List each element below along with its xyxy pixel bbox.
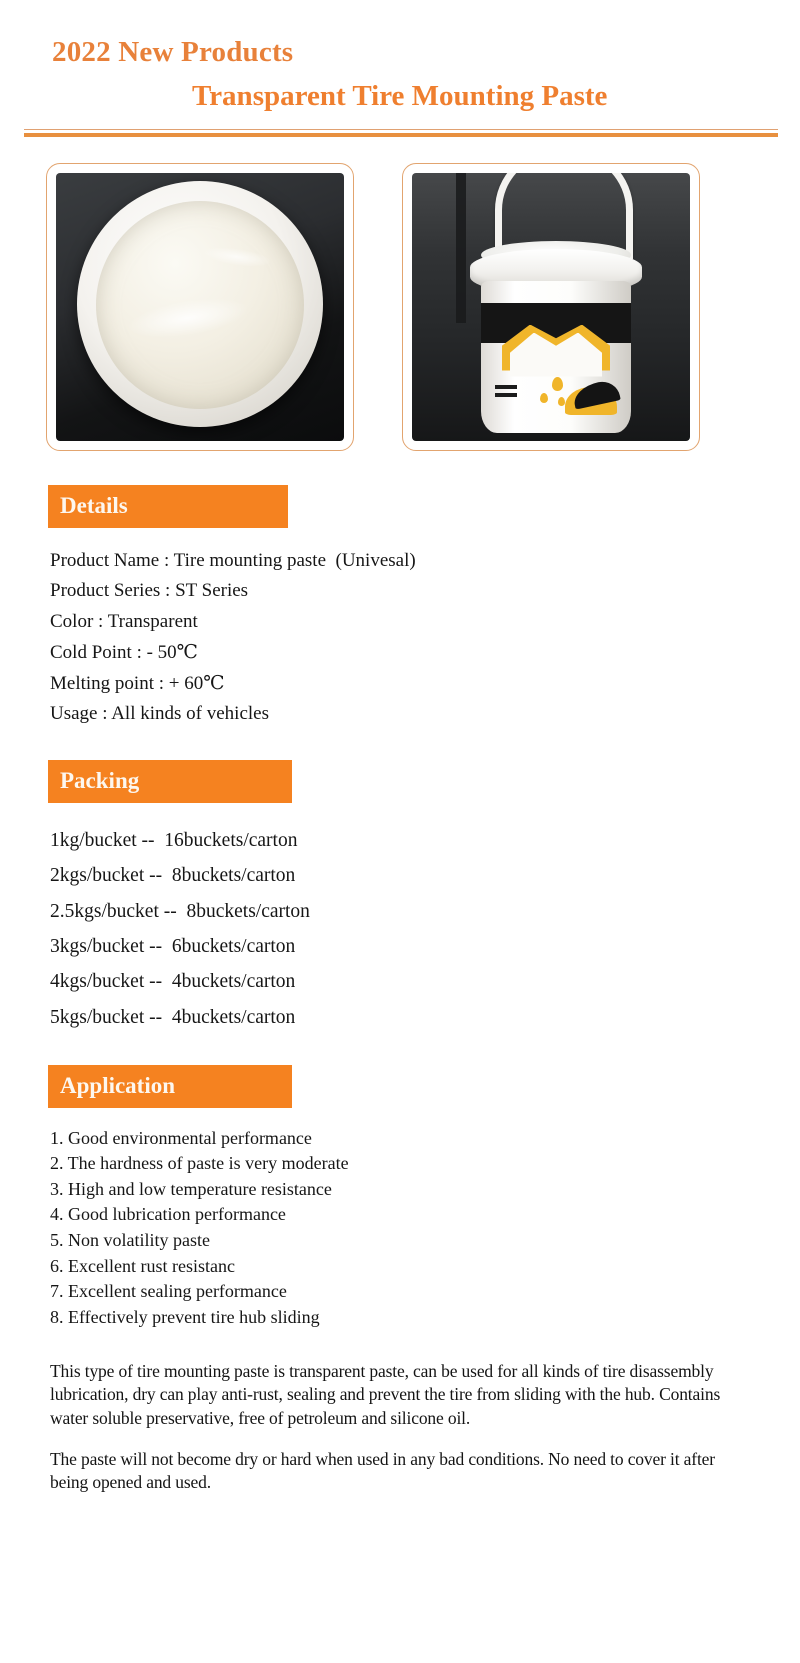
header-divider <box>0 129 800 137</box>
section-heading-packing: Packing <box>48 760 292 803</box>
details-item-product-name: Product Name : Tire mounting paste (Univesal) <box>50 549 416 571</box>
application-item-3: 3. High and low temperature resistance <box>50 1178 332 1199</box>
label-droplet-3 <box>558 397 565 406</box>
product-photo-open-bucket <box>56 173 344 441</box>
packing-item-25kgs: 2.5kgs/bucket -- 8buckets/carton <box>50 900 310 922</box>
section-heading-application: Application <box>48 1065 292 1108</box>
packing-item-4kgs: 4kgs/bucket -- 4buckets/carton <box>50 971 296 993</box>
label-droplet-1 <box>552 377 563 391</box>
application-item-4: 4. Good lubrication performance <box>50 1204 286 1225</box>
application-item-5: 5. Non volatility paste <box>50 1229 210 1250</box>
packing-item-1kg: 1kg/bucket -- 16buckets/carton <box>50 830 298 852</box>
details-item-usage: Usage : All kinds of vehicles <box>50 703 269 725</box>
application-item-8: 8. Effectively prevent tire hub sliding <box>50 1306 320 1327</box>
packing-list <box>0 823 800 1035</box>
page-header <box>0 0 800 137</box>
divider-thin-line <box>24 129 778 130</box>
label-barcode-marks <box>495 385 517 389</box>
product-image-gallery <box>0 137 800 451</box>
product-photo-frame-open-bucket[interactable] <box>46 163 354 451</box>
details-list <box>0 546 800 731</box>
section-heading-details: Details <box>48 485 288 528</box>
details-item-color: Color : Transparent <box>50 611 198 633</box>
application-item-2: 2. The hardness of paste is very moderate <box>50 1153 349 1174</box>
page-title-primary: 2022 New Products <box>52 36 294 68</box>
page-title-secondary: Transparent Tire Mounting Paste <box>192 80 608 113</box>
product-photo-frame-closed-bucket[interactable] <box>402 163 700 451</box>
details-item-cold-point: Cold Point : - 50℃ <box>50 641 198 663</box>
packing-item-3kgs: 3kgs/bucket -- 6buckets/carton <box>50 935 296 957</box>
packing-item-5kgs: 5kgs/bucket -- 4buckets/carton <box>50 1006 296 1028</box>
description-paragraph-1: This type of tire mounting paste is transparent paste, can be used for all kinds of tire disassembly lubrication, dry can play anti-rust, sealing and prevent the tire from sliding with the hub. Contains water soluble preservative, free of petroleum and silicone oil. <box>50 1361 721 1428</box>
details-item-melting-point: Melting point : + 60℃ <box>50 672 225 694</box>
application-item-1: 1. Good environmental performance <box>50 1127 312 1148</box>
product-description <box>0 1360 800 1494</box>
application-item-7: 7. Excellent sealing performance <box>50 1281 287 1302</box>
bucket-body-shape <box>481 281 631 433</box>
description-paragraph-2: The paste will not become dry or hard when used in any bad conditions. No need to cover it after being opened and used. <box>50 1448 715 1493</box>
label-droplet-2 <box>540 393 548 403</box>
label-black-band <box>481 303 631 343</box>
product-photo-closed-bucket <box>412 173 690 441</box>
background-pole-shape <box>456 173 466 323</box>
application-list <box>0 1126 800 1330</box>
packing-item-2kgs: 2kgs/bucket -- 8buckets/carton <box>50 865 296 887</box>
application-item-6: 6. Excellent rust resistanc <box>50 1255 235 1276</box>
details-item-product-series: Product Series : ST Series <box>50 580 249 602</box>
